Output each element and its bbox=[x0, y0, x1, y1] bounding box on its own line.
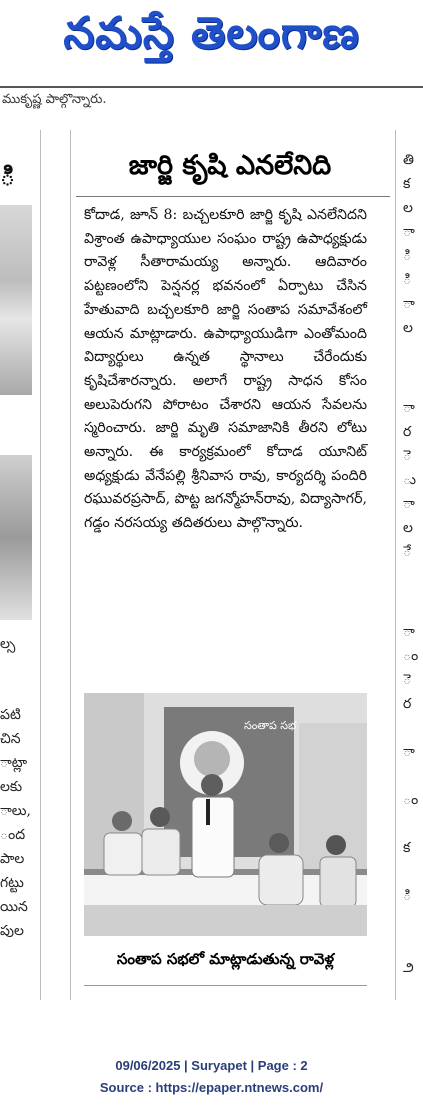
right-column-fragment: ా bbox=[403, 400, 415, 416]
right-column-fragment: ం bbox=[403, 792, 419, 808]
right-column-fragment: ర bbox=[403, 424, 412, 440]
left-column-fragment: గట్టు bbox=[0, 875, 24, 891]
right-column-fragment: ె bbox=[403, 448, 412, 464]
right-column-fragment: క bbox=[403, 176, 411, 192]
photo-banner-text: సంతాప సభ bbox=[244, 719, 297, 732]
right-column-fragment: ా bbox=[403, 624, 415, 640]
headline-rule bbox=[76, 196, 390, 197]
left-column-photo-bottom bbox=[0, 455, 32, 620]
right-column-fragment: ె bbox=[403, 672, 412, 688]
column-rule-main-right bbox=[395, 130, 396, 1000]
left-column-headline-fragment: ి bbox=[0, 162, 16, 192]
article-headline: జార్జి కృషి ఎనలేనిది bbox=[128, 150, 332, 181]
footer-date-line: 09/06/2025 | Suryapet | Page : 2 bbox=[115, 1058, 308, 1073]
right-column-fragment: ే bbox=[403, 544, 412, 560]
right-column-fragment: ా bbox=[403, 224, 415, 240]
article-body: కోదాడ, జూన్ 8: బచ్చలకూరి జార్జి కృషి ఎనలేనిదని విశ్రాంత ఉపాధ్యాయుల సంఘం రాష్ట్ర ఉపాధ్యక్షుడు రావెళ్ల సీతారామయ్య అన్నారు. ఆదివారం పట్టణంలోని పెన్షనర్ల భవనంలో ఏర్పాటు చేసిన హేతువాది బచ్చలకూరి జార్జి సంతాప సమావేశంలో ఆయన మాట్లాడారు. ఉపాధ్యాయుడిగా ఎంతోమంది విద్యార్థులు ఉన్నత స్థానాలు చేరేందుకు కృషిచేశారన్నారు. అలాగే రాష్ట్ర సాధన కోసం అలుపెరుగని పోరాటం చేశారని ఆయన సేవలను స్మరించారు. జార్జి మృతి సమాజానికి తీరని లోటు అన్నారు. ఈ కార్యక్రమంలో కోదాడ యూనిట్ అధ్యక్షుడు వేనేపల్లి శ్రీనివాస రావు, కార్యదర్శి పందిరి రఘువరప్రసాద్, పొట్ట జగన్మోహన్‌రావు, విద్యాసాగర్, గడ్డం నరసయ్య తదితరులు పాల్గొన్నారు. bbox=[84, 207, 367, 532]
right-column-fragment: ా bbox=[403, 296, 415, 312]
left-column-fragment: పుల bbox=[0, 923, 24, 939]
left-column-photo-top bbox=[0, 205, 32, 395]
photo-caption: సంతాప సభలో మాట్లాడుతున్న రావెళ్ల bbox=[116, 950, 335, 968]
top-rule bbox=[0, 86, 423, 88]
right-column-fragment: క bbox=[403, 840, 411, 856]
footer-source-line[interactable]: Source : https://epaper.ntnews.com/ bbox=[99, 1080, 324, 1095]
right-column-fragment: తి bbox=[403, 152, 414, 168]
right-column-fragment: ా bbox=[403, 496, 415, 512]
left-column-fragment: ల్స bbox=[0, 636, 16, 652]
right-column-fragment: ు bbox=[403, 472, 416, 488]
column-rule-main-left bbox=[70, 130, 71, 1000]
caption-rule bbox=[84, 985, 367, 986]
article-photo-drawing bbox=[84, 693, 367, 936]
column-rule-left bbox=[40, 130, 41, 1000]
masthead-title: నమస్తే తెలంగాణ bbox=[63, 8, 360, 59]
right-column-fragment: ం bbox=[403, 648, 419, 664]
right-column-fragment: ర bbox=[403, 696, 412, 712]
article-photo bbox=[84, 693, 367, 936]
left-column-fragment: యిన bbox=[0, 899, 28, 915]
right-column-fragment: ి bbox=[403, 272, 412, 288]
left-column-fragment: ాట్లా bbox=[0, 755, 28, 771]
left-column-fragment: ాలు, bbox=[0, 803, 31, 819]
right-column-fragment: ల bbox=[403, 320, 413, 336]
right-column-fragment: ల bbox=[403, 200, 413, 216]
left-column-fragment: ంద bbox=[0, 827, 26, 843]
right-column-fragment: ి bbox=[403, 888, 412, 904]
right-column-fragment: ౨ bbox=[403, 960, 414, 976]
left-column-fragment: పటి bbox=[0, 707, 21, 723]
previous-article-tail: ముకృష్ణ పాల్గొన్నారు. bbox=[2, 92, 107, 107]
right-column-fragment: ల bbox=[403, 520, 413, 536]
left-column-fragment: లకు bbox=[0, 779, 23, 795]
left-column-fragment: చిన bbox=[0, 731, 21, 747]
masthead bbox=[0, 0, 423, 78]
right-column-fragment: ా bbox=[403, 744, 415, 760]
left-column-fragment: పాల bbox=[0, 851, 25, 867]
right-column-fragment: ి bbox=[403, 248, 412, 264]
